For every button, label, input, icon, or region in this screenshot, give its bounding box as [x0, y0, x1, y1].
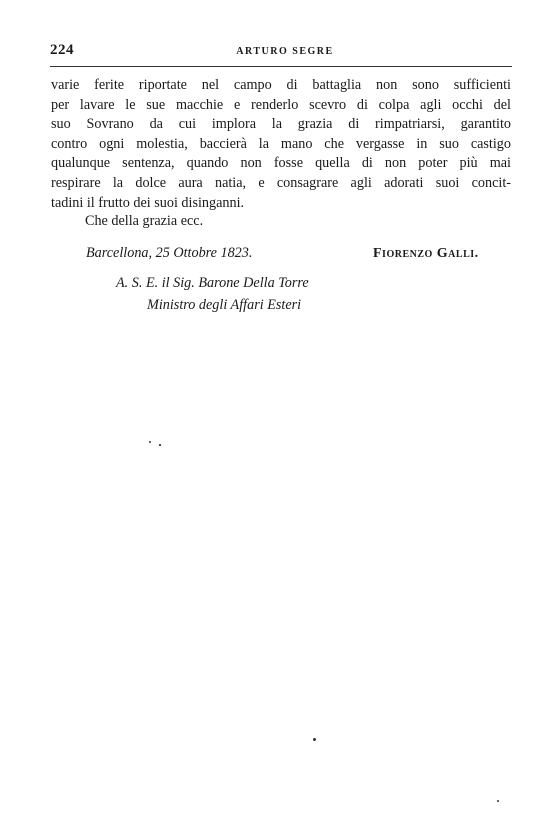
addressee-line: A. S. E. il Sig. Barone Della Torre — [116, 275, 309, 291]
dateline: Barcellona, 25 Ottobre 1823. — [86, 245, 253, 261]
body-paragraph — [51, 76, 511, 213]
signature: Fiorenzo Galli. — [373, 246, 479, 261]
body-line: per lavare le sue macchie e renderlo scevro di colpa agli occhi del — [51, 96, 511, 113]
scan-speck — [497, 800, 499, 802]
scan-speck — [313, 738, 316, 741]
page-number: 224 — [50, 42, 74, 58]
header-rule — [50, 66, 512, 67]
scan-speck — [149, 441, 151, 443]
body-line: contro ogni molestia, baccierà la mano che vergasse in suo castigo — [51, 135, 511, 152]
addressee-line: Ministro degli Affari Esteri — [147, 297, 302, 313]
body-line: suo Sovrano da cui implora la grazia di rimpatriarsi, garantito — [51, 116, 511, 133]
scan-speck — [159, 444, 161, 446]
closing-formula: Che della grazia ecc. — [85, 213, 204, 229]
body-line: tadini il frutto dei suoi disinganni. — [51, 194, 245, 211]
body-line: qualunque sentenza, quando non fosse quella di non poter più mai — [51, 155, 511, 172]
body-line: varie ferite riportate nel campo di battaglia non sono sufficienti — [51, 77, 511, 93]
running-head: ARTURO SEGRE — [236, 46, 334, 57]
body-line: respirare la dolce aura natia, e consagrare agli adorati suoi concit- — [51, 174, 511, 191]
